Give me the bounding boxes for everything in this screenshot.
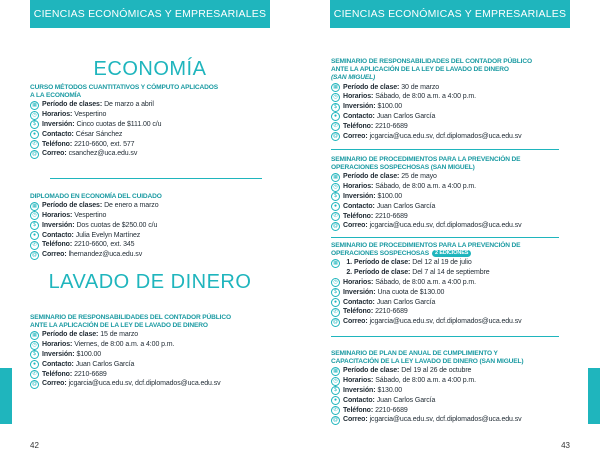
email-link[interactable]: lhernandez@uca.edu.sv <box>68 251 143 259</box>
section-header: CIENCIAS ECONÓMICAS Y EMPRESARIALES <box>330 0 570 28</box>
page-number: 42 <box>30 441 39 450</box>
clock-icon: ◷ <box>30 341 39 350</box>
email-link[interactable]: jcgarcia@uca.edu.sv, dcf.diplomados@uca.edu.sv <box>369 222 522 230</box>
person-icon: ● <box>331 298 340 307</box>
person-icon: ● <box>30 130 39 139</box>
course-block: SEMINARIO DE RESPONSABILIDADES DEL CONTADOR PÚBLICO ANTE LA APLICACIÓN DE LA LEY DE LAVADO DE DINERO ▦ Período de clase: 15 de marzo ◷ Horarios: Viernes, de 8:00 a.m. a 4:00 p.m. $ Inversión: $100.00 ● Contacto: Juan Carlos García ✆ Teléfono: 2210-6689 @ Correo: jcgarcia@uca.edu.sv, dcf.diplomados@uca.edu.sv <box>30 314 270 389</box>
email-icon: @ <box>331 132 340 141</box>
course-block: SEMINARIO DE PROCEDIMIENTOS PARA LA PREVENCIÓN DE OPERACIONES SOSPECHOSAS 2 EDICIONES ▦ 1. Período de clase: Del 12 al 19 de julio 2. Período de clase: Del 7 al 14 de septiembre ◷ Horarios: Sábado, de 8:00 a.m. a 4:00 p.m. $ Inversión: Una cuota de $130.00 ● Contacto: Juan Carlos García ✆ Teléfono: 2210-6689 @ Correo: jcgarcia@uca.edu.sv, dcf.diplomados@uca.edu.sv <box>331 242 571 327</box>
phone-icon: ✆ <box>30 241 39 250</box>
phone-icon: ✆ <box>30 370 39 379</box>
person-icon: ● <box>331 112 340 121</box>
dollar-icon: $ <box>331 386 340 395</box>
dollar-icon: $ <box>331 288 340 297</box>
divider <box>331 237 559 238</box>
divider <box>331 149 559 150</box>
email-icon: @ <box>331 318 340 327</box>
right-page <box>300 0 600 463</box>
calendar-icon: ▦ <box>331 83 340 92</box>
phone-icon: ✆ <box>331 308 340 317</box>
phone-icon: ✆ <box>331 122 340 131</box>
calendar-icon: ▦ <box>331 173 340 182</box>
course-title: SEMINARIO DE PROCEDIMIENTOS PARA LA PREVENCIÓN DE OPERACIONES SOSPECHOSAS 2 EDICIONES <box>331 242 521 258</box>
course-title: CURSO MÉTODOS CUANTITATIVOS Y CÓMPUTO APLICADOS A LA ECONOMÍA <box>30 84 218 100</box>
calendar-icon: ▦ <box>30 331 39 340</box>
clock-icon: ◷ <box>30 211 39 220</box>
phone-icon: ✆ <box>331 406 340 415</box>
course-title: SEMINARIO DE PLAN DE ANUAL DE CUMPLIMIENTO Y CAPACITACIÓN DE LA LEY LAVADO DE DINERO (SAN MIGUEL) <box>331 350 524 366</box>
email-icon: @ <box>331 416 340 425</box>
course-block: SEMINARIO DE RESPONSABILIDADES DEL CONTADOR PÚBLICO ANTE LA APLICACIÓN DE LA LEY DE LAVADO DE DINERO (SAN MIGUEL) ▦ Período de clase: 30 de marzo ◷ Horarios: Sábado, de 8:00 a.m. a 4:00 p.m. $ Inversión: $100.00 ● Contacto: Juan Carlos García ✆ Teléfono: 2210-6689 @ Correo: jcgarcia@uca.edu.sv, dcf.diplomados@uca.edu.sv <box>331 58 571 141</box>
email-icon: @ <box>331 222 340 231</box>
person-icon: ● <box>331 202 340 211</box>
calendar-icon: ▦ <box>30 202 39 211</box>
email-link[interactable]: jcgarcia@uca.edu.sv, dcf.diplomados@uca.edu.sv <box>369 318 522 326</box>
course-title: SEMINARIO DE RESPONSABILIDADES DEL CONTADOR PÚBLICO ANTE LA APLICACIÓN DE LA LEY DE LAVADO DE DINERO <box>30 314 231 330</box>
course-title: SEMINARIO DE RESPONSABILIDADES DEL CONTADOR PÚBLICO ANTE LA APLICACIÓN DE LA LEY DE LAVADO DE DINERO (SAN MIGUEL) <box>331 58 532 82</box>
economia-title: ECONOMÍA <box>93 58 207 80</box>
person-icon: ● <box>30 360 39 369</box>
divider <box>331 336 559 337</box>
clock-icon: ◷ <box>331 377 340 386</box>
course-title: DIPLOMADO EN ECONOMÍA DEL CUIDADO <box>30 193 162 200</box>
dollar-icon: $ <box>30 120 39 129</box>
dollar-icon: $ <box>30 350 39 359</box>
page-number: 43 <box>561 441 570 450</box>
course-block: CURSO MÉTODOS CUANTITATIVOS Y CÓMPUTO APLICADOS A LA ECONOMÍA ▦ Período de clases: De marzo a abril ◷ Horarios: Vespertino $ Inversión: Cinco cuotas de $111.00 c/u ● Contacto: César Sánchez ✆ Teléfono: 2210-6600, ext. 577 @ Correo: csanchez@uca.edu.sv <box>30 84 270 159</box>
course-block: DIPLOMADO EN ECONOMÍA DEL CUIDADO ▦ Período de clases: De enero a marzo ◷ Horarios: Vespertino $ Inversión: Dos cuotas de $250.00 c/u ● Contacto: Julia Evelyn Martínez ✆ Teléfono: 2210-6600, ext. 345 @ Correo: lhernandez@uca.edu.sv <box>30 193 270 260</box>
dollar-icon: $ <box>331 192 340 201</box>
calendar-icon: ▦ <box>30 101 39 110</box>
clock-icon: ◷ <box>30 111 39 120</box>
email-link[interactable]: csanchez@uca.edu.sv <box>68 150 138 158</box>
calendar-icon: ▦ <box>331 367 340 376</box>
person-icon: ● <box>331 396 340 405</box>
phone-icon: ✆ <box>30 140 39 149</box>
clock-icon: ◷ <box>331 183 340 192</box>
dollar-icon: $ <box>331 103 340 112</box>
lavado-title: LAVADO DE DINERO <box>48 271 252 293</box>
section-header: CIENCIAS ECONÓMICAS Y EMPRESARIALES <box>30 0 270 28</box>
divider <box>50 178 262 179</box>
side-tab <box>0 368 12 424</box>
course-block: SEMINARIO DE PROCEDIMIENTOS PARA LA PREVENCIÓN DE OPERACIONES SOSPECHOSAS (SAN MIGUEL) ▦ Período de clase: 25 de mayo ◷ Horarios: Sábado, de 8:00 a.m. a 4:00 p.m. $ Inversión: $100.00 ● Contacto: Juan Carlos García ✆ Teléfono: 2210-6689 @ Correo: jcgarcia@uca.edu.sv, dcf.diplomados@uca.edu.sv <box>331 156 571 231</box>
email-link[interactable]: jcgarcia@uca.edu.sv, dcf.diplomados@uca.edu.sv <box>68 380 221 388</box>
person-icon: ● <box>30 231 39 240</box>
email-icon: @ <box>30 380 39 389</box>
course-block: SEMINARIO DE PLAN DE ANUAL DE CUMPLIMIENTO Y CAPACITACIÓN DE LA LEY LAVADO DE DINERO (SAN MIGUEL) ▦ Período de clase: Del 19 al 26 de octubre ◷ Horarios: Sábado, de 8:00 a.m. a 4:00 p.m. $ Inversión: $130.00 ● Contacto: Juan Carlos García ✆ Teléfono: 2210-6689 @ Correo: jcgarcia@uca.edu.sv, dcf.diplomados@uca.edu.sv <box>331 350 571 425</box>
phone-icon: ✆ <box>331 212 340 221</box>
email-icon: @ <box>30 251 39 260</box>
side-tab <box>588 368 600 424</box>
clock-icon: ◷ <box>331 278 340 287</box>
course-title: SEMINARIO DE PROCEDIMIENTOS PARA LA PREVENCIÓN DE OPERACIONES SOSPECHOSAS (SAN MIGUEL) <box>331 156 521 172</box>
email-link[interactable]: jcgarcia@uca.edu.sv, dcf.diplomados@uca.edu.sv <box>369 416 522 424</box>
clock-icon: ◷ <box>331 93 340 102</box>
email-link[interactable]: jcgarcia@uca.edu.sv, dcf.diplomados@uca.edu.sv <box>369 132 522 140</box>
email-icon: @ <box>30 150 39 159</box>
dollar-icon: $ <box>30 221 39 230</box>
editions-badge: 2 EDICIONES <box>432 250 471 257</box>
calendar-icon: ▦ <box>331 259 340 268</box>
